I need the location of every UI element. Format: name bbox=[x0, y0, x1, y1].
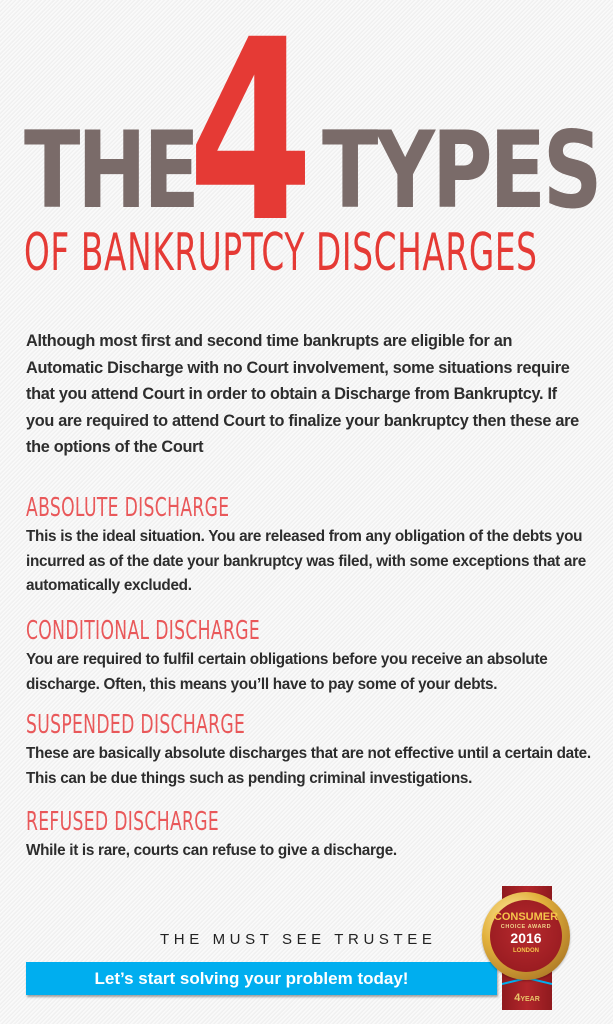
cta-banner-button[interactable]: Let’s start solving your problem today! bbox=[26, 962, 497, 995]
section-heading: CONDITIONAL DISCHARGE bbox=[26, 616, 261, 646]
badge-year: 2016 bbox=[510, 930, 542, 946]
year-word: YEAR bbox=[520, 996, 540, 1003]
section-body: This is the ideal situation. You are released from any obligation of the debts you incurred as of the date your bankruptcy was filed, with some exceptions that are automatically excluded. bbox=[26, 528, 586, 594]
title-word-the: THE bbox=[24, 109, 197, 232]
year-count: 4 bbox=[514, 992, 521, 1004]
section-suspended-discharge bbox=[26, 710, 591, 791]
badge-line-consumer: CONSUMER bbox=[493, 911, 559, 923]
brand-tagline: THE MUST SEE TRUSTEE bbox=[160, 931, 437, 948]
badge-line-choice-award: CHOICE AWARD bbox=[500, 924, 552, 930]
section-heading: SUSPENDED DISCHARGE bbox=[26, 710, 246, 740]
title-number-four: 4 bbox=[188, 0, 314, 277]
section-body: You are required to fulfil certain obligations before you receive an absolute discharge. Often, this means you’ll have to pay some of your debts. bbox=[26, 651, 548, 693]
hero-title bbox=[0, 0, 613, 290]
medal-icon bbox=[482, 892, 570, 980]
intro-paragraph: Although most first and second time bankrupts are eligible for an Automatic Discharge with no Court involvement, some situations require that you attend Court in order to obtain a Discharge from Bankruptcy. If you are required to attend Court to finalize your bankruptcy then these are the options of the Court bbox=[26, 332, 579, 456]
section-refused-discharge bbox=[26, 807, 591, 864]
section-heading: ABSOLUTE DISCHARGE bbox=[26, 493, 230, 523]
section-conditional-discharge bbox=[26, 616, 591, 697]
title-word-types: TYPES bbox=[322, 109, 600, 232]
title-subtitle: OF BANKRUPTCY DISCHARGES bbox=[24, 223, 538, 283]
section-absolute-discharge bbox=[26, 493, 591, 599]
section-heading: REFUSED DISCHARGE bbox=[26, 807, 220, 837]
four-year-winner-label bbox=[505, 993, 549, 1005]
section-body: While it is rare, courts can refuse to give a discharge. bbox=[26, 842, 397, 859]
medal-face bbox=[490, 900, 562, 972]
badge-city: LONDON bbox=[513, 948, 539, 954]
award-badge bbox=[470, 860, 613, 1024]
section-body: These are basically absolute discharges that are not effective until a certain date. This can be due things such as pending criminal investigations. bbox=[26, 745, 591, 787]
